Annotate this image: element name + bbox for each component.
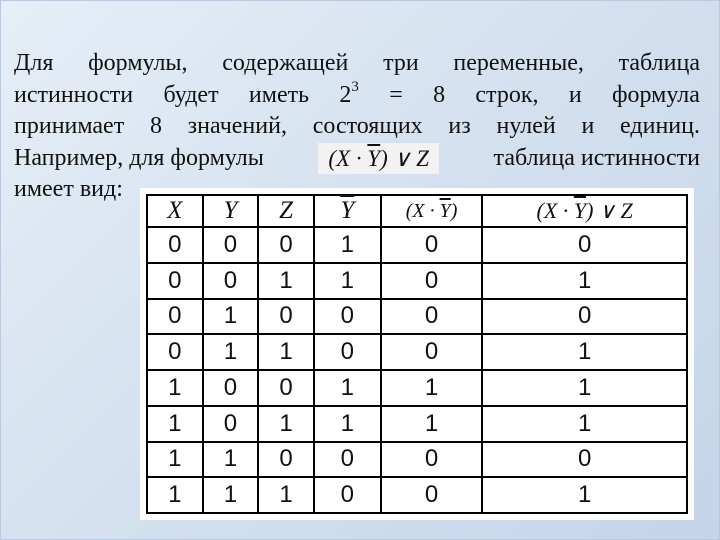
word: и (568, 81, 582, 108)
table-row (147, 334, 687, 370)
cell: 0 (147, 263, 203, 299)
cell: 0 (203, 263, 259, 299)
header-full-formula (482, 195, 687, 227)
table-row (147, 299, 687, 335)
paragraph-line-1 (14, 48, 700, 80)
cell: 1 (482, 370, 687, 406)
word: три (383, 50, 419, 76)
word: нулей (496, 113, 556, 139)
cell: 0 (314, 442, 381, 478)
cell: 0 (381, 334, 483, 370)
power-expression (339, 80, 359, 112)
word: переменные, (453, 50, 584, 76)
header-z: Z (258, 195, 314, 227)
power-base: 2 (339, 81, 352, 108)
word: единиц. (620, 113, 700, 139)
header-full-negated-y: $\overline{Y}$ (573, 198, 587, 223)
header-conj-prefix: (X · (405, 199, 440, 222)
cell: 0 (203, 227, 259, 263)
table-row (147, 263, 687, 299)
cell: 1 (203, 442, 259, 478)
word: состоящих (312, 113, 423, 139)
paragraph (14, 48, 700, 206)
cell: 1 (258, 334, 314, 370)
cell: 1 (203, 299, 259, 335)
cell: 0 (381, 227, 483, 263)
cell: 0 (147, 334, 203, 370)
cell: 0 (381, 299, 483, 335)
word: строк, (475, 81, 539, 108)
cell: 0 (258, 442, 314, 478)
word: формула (611, 81, 700, 108)
table-row (147, 227, 687, 263)
cell: 0 (258, 227, 314, 263)
cell: 1 (314, 227, 381, 263)
cell: 0 (314, 334, 381, 370)
paragraph-line-4 (14, 143, 700, 175)
word: таблица (618, 50, 700, 76)
word: значений, (187, 113, 287, 139)
text: таблица истинности (493, 144, 700, 171)
word: 8 (149, 113, 162, 139)
cell: 1 (314, 370, 381, 406)
word: иметь (248, 81, 310, 108)
header-conjunction (381, 195, 483, 227)
table-row (147, 406, 687, 442)
cell: 1 (147, 406, 203, 442)
header-row (147, 195, 687, 227)
cell: 1 (381, 406, 483, 442)
cell: 0 (381, 263, 483, 299)
header-y: Y (203, 195, 259, 227)
header-x: X (147, 195, 203, 227)
header-not-y (314, 195, 381, 227)
truth-table-grid (146, 194, 688, 514)
cell: 0 (381, 442, 483, 478)
cell: 0 (258, 370, 314, 406)
header-conj-negated-y: $\overline{Y}$ (439, 199, 451, 222)
paragraph-line-3 (14, 111, 700, 143)
word: и (581, 113, 595, 139)
cell: 1 (258, 406, 314, 442)
word: будет (163, 81, 219, 108)
paragraph-line-2 (14, 80, 700, 112)
cell: 1 (147, 477, 203, 513)
cell: 1 (258, 263, 314, 299)
cell: 1 (147, 370, 203, 406)
cell: 1 (482, 477, 687, 513)
formula-prefix: (X · (328, 145, 368, 171)
cell: 1 (482, 263, 687, 299)
cell: 0 (203, 370, 259, 406)
header-full-suffix: ) ∨ Z (586, 198, 633, 223)
cell: 0 (203, 406, 259, 442)
formula-image (318, 143, 439, 175)
header-full-prefix: (X · (536, 198, 574, 223)
cell: 0 (314, 299, 381, 335)
word: истинности (14, 81, 134, 108)
cell: 1 (147, 442, 203, 478)
cell: 1 (482, 334, 687, 370)
truth-table (140, 188, 694, 520)
header-conj-suffix: ) (450, 199, 458, 222)
cell: 1 (258, 477, 314, 513)
cell: 0 (482, 442, 687, 478)
table-row (147, 370, 687, 406)
cell: 0 (258, 299, 314, 335)
word: формулы, (88, 50, 188, 76)
text: имеет вид: (14, 176, 123, 202)
formula-suffix: ) ∨ Z (380, 145, 429, 171)
power-exponent: 3 (351, 78, 359, 95)
cell: 1 (314, 406, 381, 442)
cell: 0 (147, 299, 203, 335)
word: 8 (433, 81, 446, 108)
table-row (147, 442, 687, 478)
cell: 1 (381, 370, 483, 406)
formula-negated-y: $\overline{Y}$ (367, 145, 381, 171)
table-row (147, 477, 687, 513)
text: Например, для формулы (14, 144, 264, 171)
cell: 0 (381, 477, 483, 513)
word: = (389, 81, 403, 108)
cell: 1 (314, 263, 381, 299)
word: содержащей (222, 50, 349, 76)
cell: 0 (482, 227, 687, 263)
cell: 0 (314, 477, 381, 513)
cell: 0 (147, 227, 203, 263)
word: из (448, 113, 471, 139)
word: Для (14, 50, 54, 76)
cell: 1 (203, 477, 259, 513)
cell: 1 (203, 334, 259, 370)
cell: 0 (482, 299, 687, 335)
header-not-y-label: $\overline{Y}$ (340, 197, 355, 224)
cell: 1 (482, 406, 687, 442)
word: принимает (14, 113, 125, 139)
